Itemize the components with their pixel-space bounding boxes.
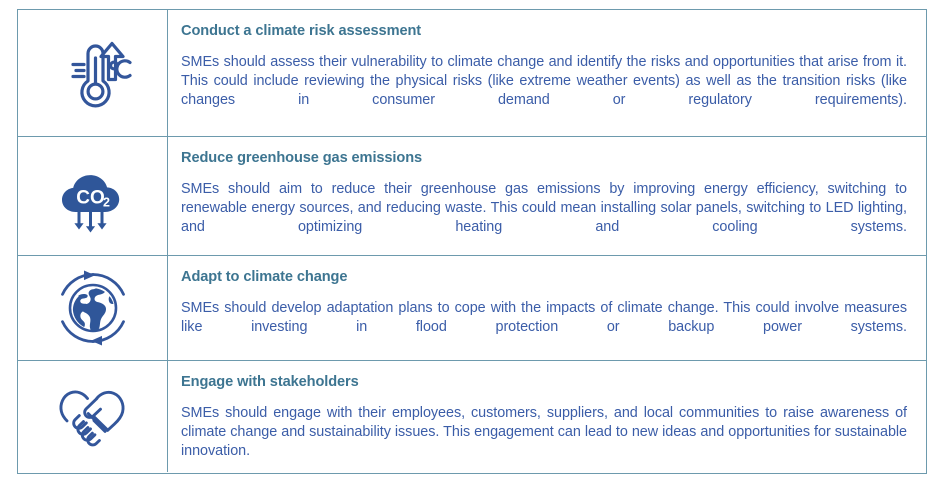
table-row <box>18 10 926 137</box>
row-title: Engage with stakeholders <box>181 374 359 390</box>
table-row <box>18 361 926 472</box>
table-cell-text <box>168 137 926 255</box>
svg-text:2: 2 <box>102 195 110 210</box>
table-cell-text <box>168 10 926 136</box>
row-title: Adapt to climate change <box>181 269 348 285</box>
svg-text:CO: CO <box>75 187 105 209</box>
table-cell-icon <box>18 361 168 472</box>
row-title: Conduct a climate risk assessment <box>181 23 422 39</box>
row-body: SMEs should aim to reduce their greenhouse gas emissions by improving energy efficiency, switching to renewable energy sources, and reducing waste. This could mean installing solar panels, switching to LED lighting, and optimizing heating and cooling systems. <box>181 180 907 236</box>
co2-cloud-emissions-icon <box>50 153 136 239</box>
row-title: Reduce greenhouse gas emissions <box>181 150 423 166</box>
row-body: SMEs should assess their vulnerability to climate change and identify the risks and opportunities that arise from it. This could include reviewing the physical risks (like extreme weather events) as well as the transition risks (like changes in consumer demand or regulatory requirements). <box>181 53 907 109</box>
table-cell-text <box>168 256 926 360</box>
row-body: SMEs should engage with their employees, customers, suppliers, and local communities to raise awareness of climate change and sustainability issues. This engagement can lead to new ideas and opportunities for sustainable innovation. <box>181 404 907 460</box>
table-cell-icon <box>18 256 168 360</box>
climate-actions-table <box>17 9 927 474</box>
table-cell-text <box>168 361 926 472</box>
globe-recycle-arrows-icon <box>50 265 136 351</box>
handshake-heart-icon <box>50 374 136 460</box>
thermometer-rising-celsius-icon <box>50 30 136 116</box>
table-row <box>18 137 926 256</box>
table-row <box>18 256 926 361</box>
row-body: SMEs should develop adaptation plans to cope with the impacts of climate change. This could involve measures like investing in flood protection or backup power systems. <box>181 299 907 335</box>
table-cell-icon <box>18 137 168 255</box>
table-cell-icon <box>18 10 168 136</box>
